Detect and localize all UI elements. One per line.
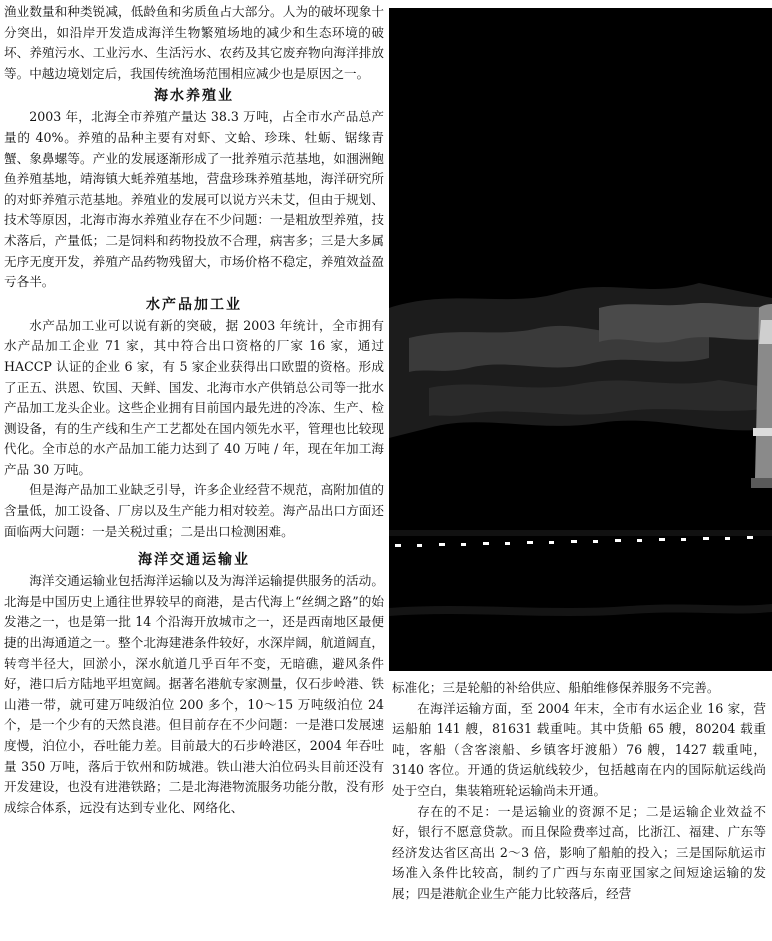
transport-paragraph: 海洋交通运输业包括海洋运输以及为海洋运输提供服务的活动。北海是中国历史上通往世界较早的商港，是古代海上“丝绸之路”的始发港之一，也是第一批 14 个沿海开放城市之一，还是西南地区最便捷的出海通道之一。整个北海建港条件较好，水深岸阔，航道阔直，转弯半径大，回淤小，深水航道几乎百年不变，无暗礁，避风条件好，港口后方陆地平坦宽阔。据著名港航专家测量，仅石步岭港、铁山港一带，就可建万吨级泊位 200 多个，10～15 万吨级泊位 24 个，是一个少有的天然良港。但目前存在不少问题：一是港口发展速度慢，泊位小，吞吐能力差。目前最大的石步岭港区，2004 年吞吐量 350 万吨，落后于钦州和防城港。铁山港大泊位码头目前还没有开发建设，也没有进港铁路；二是北海港物流服务功能分散，没有形成综合体系，远没有达到专业化、网络化、	[4, 573, 384, 815]
shortcomings-paragraph: 存在的不足：一是运输业的资源不足；二是运输企业效益不好，银行不愿意贷款。而且保险费率过高，比浙江、福建、广东等经济发达省区高出 2～3 倍，影响了船舶的投入；三是国际航运市场准入条件比较高，制约了广西与东南亚国家之间短途运输的发展；四是港航企业生产能力比较落后，经营	[392, 803, 766, 901]
transport-continuation: 标准化；三是轮船的补给供应、船舶维修保养服务不完善。	[392, 680, 720, 695]
left-column	[4, 2, 384, 818]
processing-paragraph-2: 但是海产品加工业缺乏引导，许多企业经营不规范，高附加值的含量低，加工设备、厂房以及生产能力相对较差。海产品出口方面还面临两大问题：一是关税过重；二是出口检测困难。	[4, 482, 384, 539]
aquaculture-paragraph: 2003 年，北海全市养殖产量达 38.3 万吨，占全市水产品总产量的 40%。养殖的品种主要有对虾、文蛤、珍珠、牡蛎、锯缘青蟹、象鼻螺等。产业的发展逐渐形成了一批养殖示范基地，如涠洲鲍鱼养殖基地，靖海镇大蚝养殖基地，营盘珍珠养殖基地，海洋研究所的对虾养殖示范基地。养殖业的发展可以说方兴未艾，但由于规划、技术等原因，北海市海水养殖业存在不少问题：一是粗放型养殖，技术落后，产量低；二是饲料和药物投放不合理，病害多；三是大多属无序无度开发，养殖产品药物残留大，市场价格不稳定，养殖效益盈亏各半。	[4, 109, 384, 290]
section-heading-processing: 水产品加工业	[146, 296, 242, 313]
section-heading-aquaculture: 海水养殖业	[154, 88, 234, 105]
intro-paragraph: 渔业数量和种类锐减，低龄鱼和劣质鱼占大部分。人为的破坏现象十分突出，如沿岸开发造成海洋生物繁殖场地的减少和生态环境的破坏、养殖污水、工业污水、生活污水、农药及其它废弃物向海洋排放等。中越边境划定后，我国传统渔场范围相应减少也是原因之一。	[4, 4, 384, 81]
right-column	[392, 678, 766, 905]
harbor-night-photo	[389, 8, 772, 671]
harbor-night-photo-graphic	[389, 8, 772, 671]
section-heading-transport: 海洋交通运输业	[138, 552, 250, 569]
processing-paragraph-1: 水产品加工业可以说有新的突破，据 2003 年统计，全市拥有水产品加工企业 71 家，其中符合出口资格的厂家 16 家，通过 HACCP 认证的企业 6 家，有 5 家企业获得出口欧盟的资格。形成了正五、洪恩、钦国、天鲜、国发、北海市水产供销总公司等一批水产品加工龙头企业。这些企业拥有目前国内最先进的冷冻、生产、检测设备，有的生产线和生产工艺都处在国内领先水平，管理也比较现代化。全市总的水产品加工能力达到了 40 万吨 / 年，现在年加工海产品 30 万吨。	[4, 317, 384, 477]
shipping-stats-paragraph: 在海洋运输方面，至 2004 年末，全市有水运企业 16 家，营运船舶 141 艘，81631 载重吨。其中货船 65 艘，80204 载重吨，客船（含客滚船、乡镇客圩渡船）76 艘，1427 载重吨，3140 客位。开通的货运航线较少，包括越南在内的国际航运线尚处于空白，集装箱班轮运输尚未开通。	[392, 700, 766, 798]
